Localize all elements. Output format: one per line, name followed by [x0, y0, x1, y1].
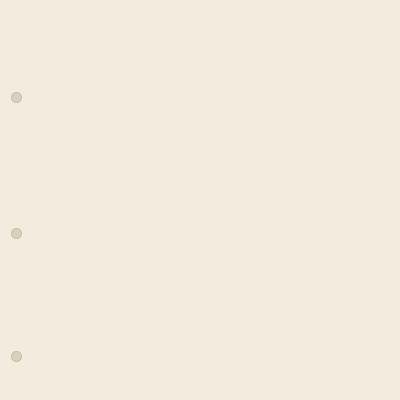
binder-hole — [11, 228, 22, 239]
binder-hole — [11, 351, 22, 362]
binder-hole — [11, 92, 22, 103]
